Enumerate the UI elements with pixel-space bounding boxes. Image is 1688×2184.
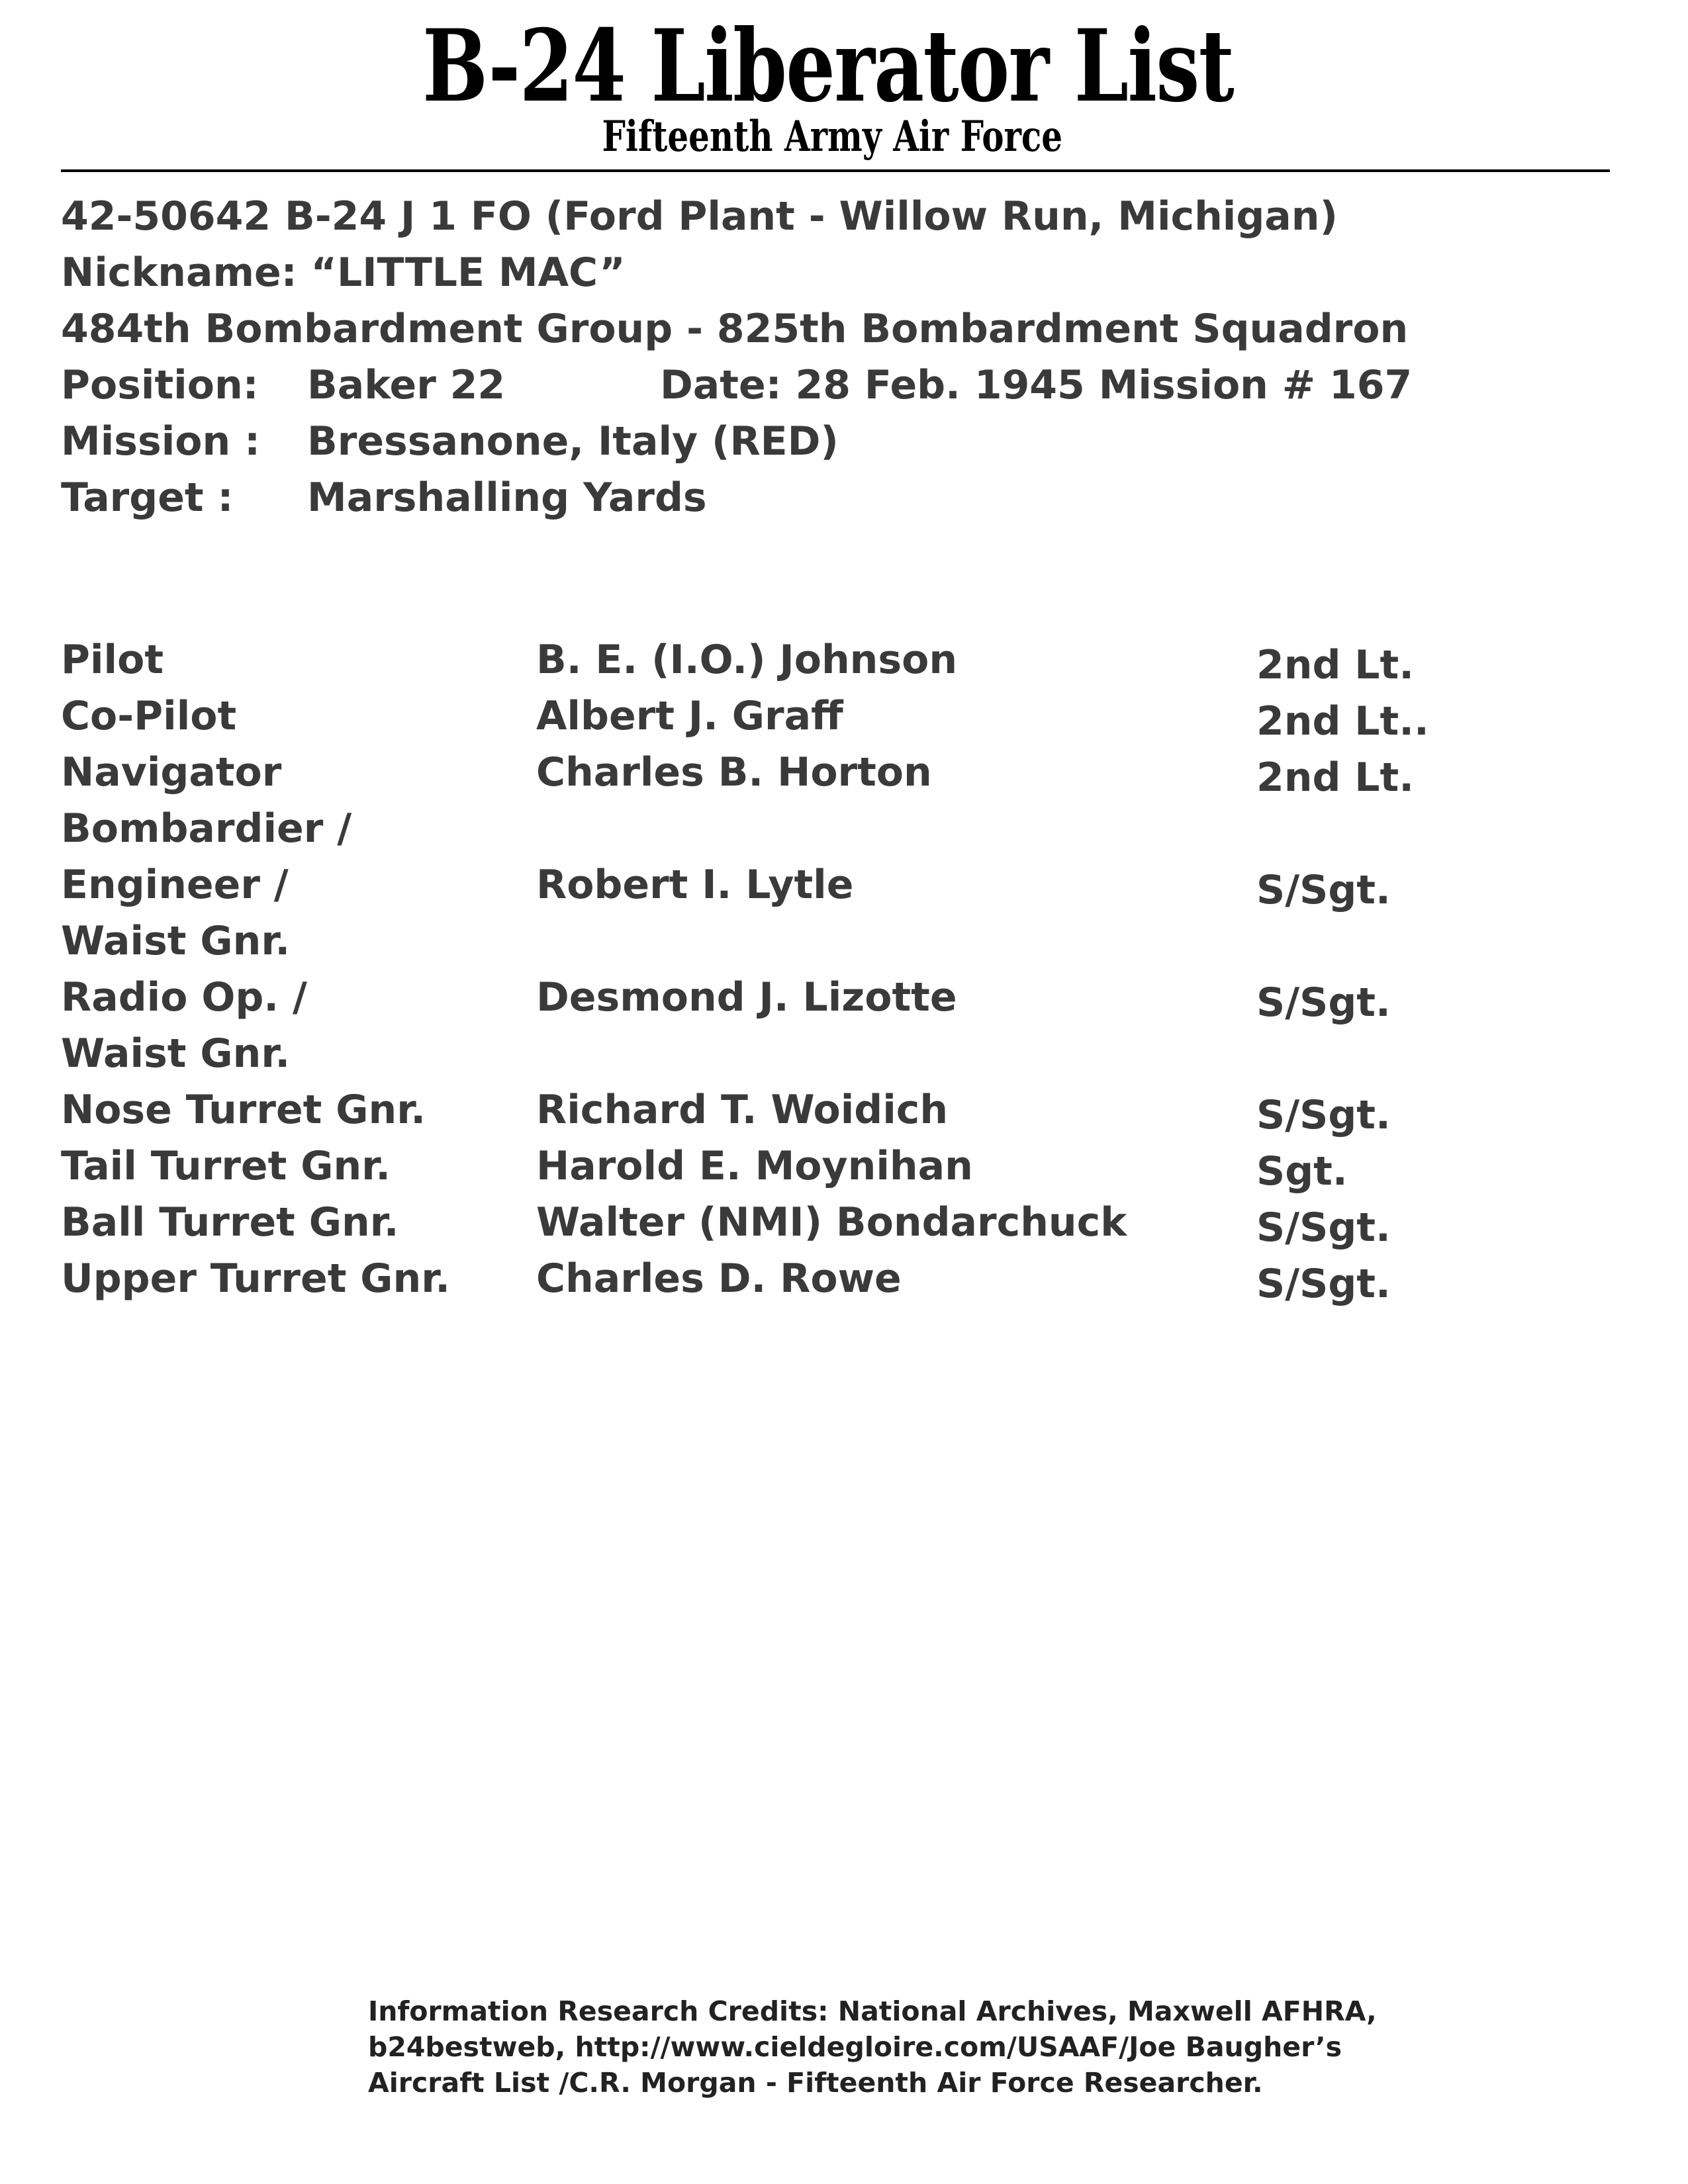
crew-rank: S/Sgt.	[1256, 1261, 1391, 1307]
crew-name: Walter (NMI) Bondarchuck	[536, 1199, 1127, 1246]
target-value: Marshalling Yards	[307, 475, 707, 521]
position-label: Position:	[61, 362, 259, 408]
unit-line: 484th Bombardment Group - 825th Bombardment Squadron	[61, 306, 1409, 352]
crew-role: Navigator	[61, 749, 282, 796]
credits-line: Information Research Credits: National Archives, Maxwell AFHRA,	[368, 1995, 1377, 2027]
credits-line: Aircraft List /C.R. Morgan - Fifteenth Air Force Researcher.	[368, 2067, 1263, 2099]
crew-name: Charles B. Horton	[536, 749, 932, 796]
crew-name: Desmond J. Lizotte	[536, 974, 957, 1021]
crew-name: Robert I. Lytle	[536, 862, 854, 908]
crew-rank: 2nd Lt..	[1256, 698, 1429, 745]
crew-name: Harold E. Moynihan	[536, 1143, 973, 1189]
crew-role: Tail Turret Gnr.	[61, 1143, 391, 1189]
aircraft-info	[61, 189, 1413, 526]
crew-rank: 2nd Lt.	[1256, 754, 1415, 801]
crew-role: Co-Pilot	[61, 693, 237, 739]
position-line	[61, 357, 1413, 414]
crew-role: Ball Turret Gnr.	[61, 1199, 399, 1246]
crew-role: Bombardier /	[61, 805, 352, 852]
mission-label: Mission :	[61, 418, 261, 465]
nickname-line: Nickname: “LITTLE MAC”	[61, 250, 626, 296]
position-value: Baker 22	[307, 362, 506, 408]
page-title: B-24 Liberator List	[422, 8, 1234, 124]
target-line	[61, 470, 1408, 526]
mission-value: Bressanone, Italy (RED)	[307, 418, 839, 465]
research-credits	[368, 1993, 1377, 2101]
crew-name: B. E. (I.O.) Johnson	[536, 637, 958, 683]
crew-role: Pilot	[61, 637, 164, 683]
date-mission: Date: 28 Feb. 1945 Mission # 167	[660, 362, 1413, 408]
credits-line: b24bestweb, http://www.cieldegloire.com/USAAF/Joe Baugher’s	[368, 2031, 1342, 2063]
crew-rank: Sgt.	[1256, 1148, 1348, 1195]
crew-rank: S/Sgt.	[1256, 979, 1391, 1026]
crew-rank: 2nd Lt.	[1256, 642, 1415, 688]
target-label: Target :	[61, 475, 234, 521]
crew-role: Waist Gnr.	[61, 918, 291, 964]
crew-role: Waist Gnr.	[61, 1030, 291, 1077]
crew-role: Engineer /	[61, 862, 289, 908]
crew-role: Upper Turret Gnr.	[61, 1255, 451, 1302]
crew-rank: S/Sgt.	[1256, 1205, 1391, 1251]
mission-line	[61, 414, 1408, 470]
crew-name: Albert J. Graff	[536, 693, 843, 739]
crew-name: Richard T. Woidich	[536, 1087, 949, 1133]
crew-rank: S/Sgt.	[1256, 867, 1391, 913]
crew-rank: S/Sgt.	[1256, 1092, 1391, 1138]
crew-role: Radio Op. /	[61, 974, 307, 1021]
serial-line: 42-50642 B-24 J 1 FO (Ford Plant - Willow Run, Michigan)	[61, 193, 1338, 240]
title-divider	[61, 169, 1610, 172]
page-subtitle: Fifteenth Army Air Force	[602, 112, 1063, 161]
crew-role: Nose Turret Gnr.	[61, 1087, 426, 1133]
crew-name: Charles D. Rowe	[536, 1255, 902, 1302]
